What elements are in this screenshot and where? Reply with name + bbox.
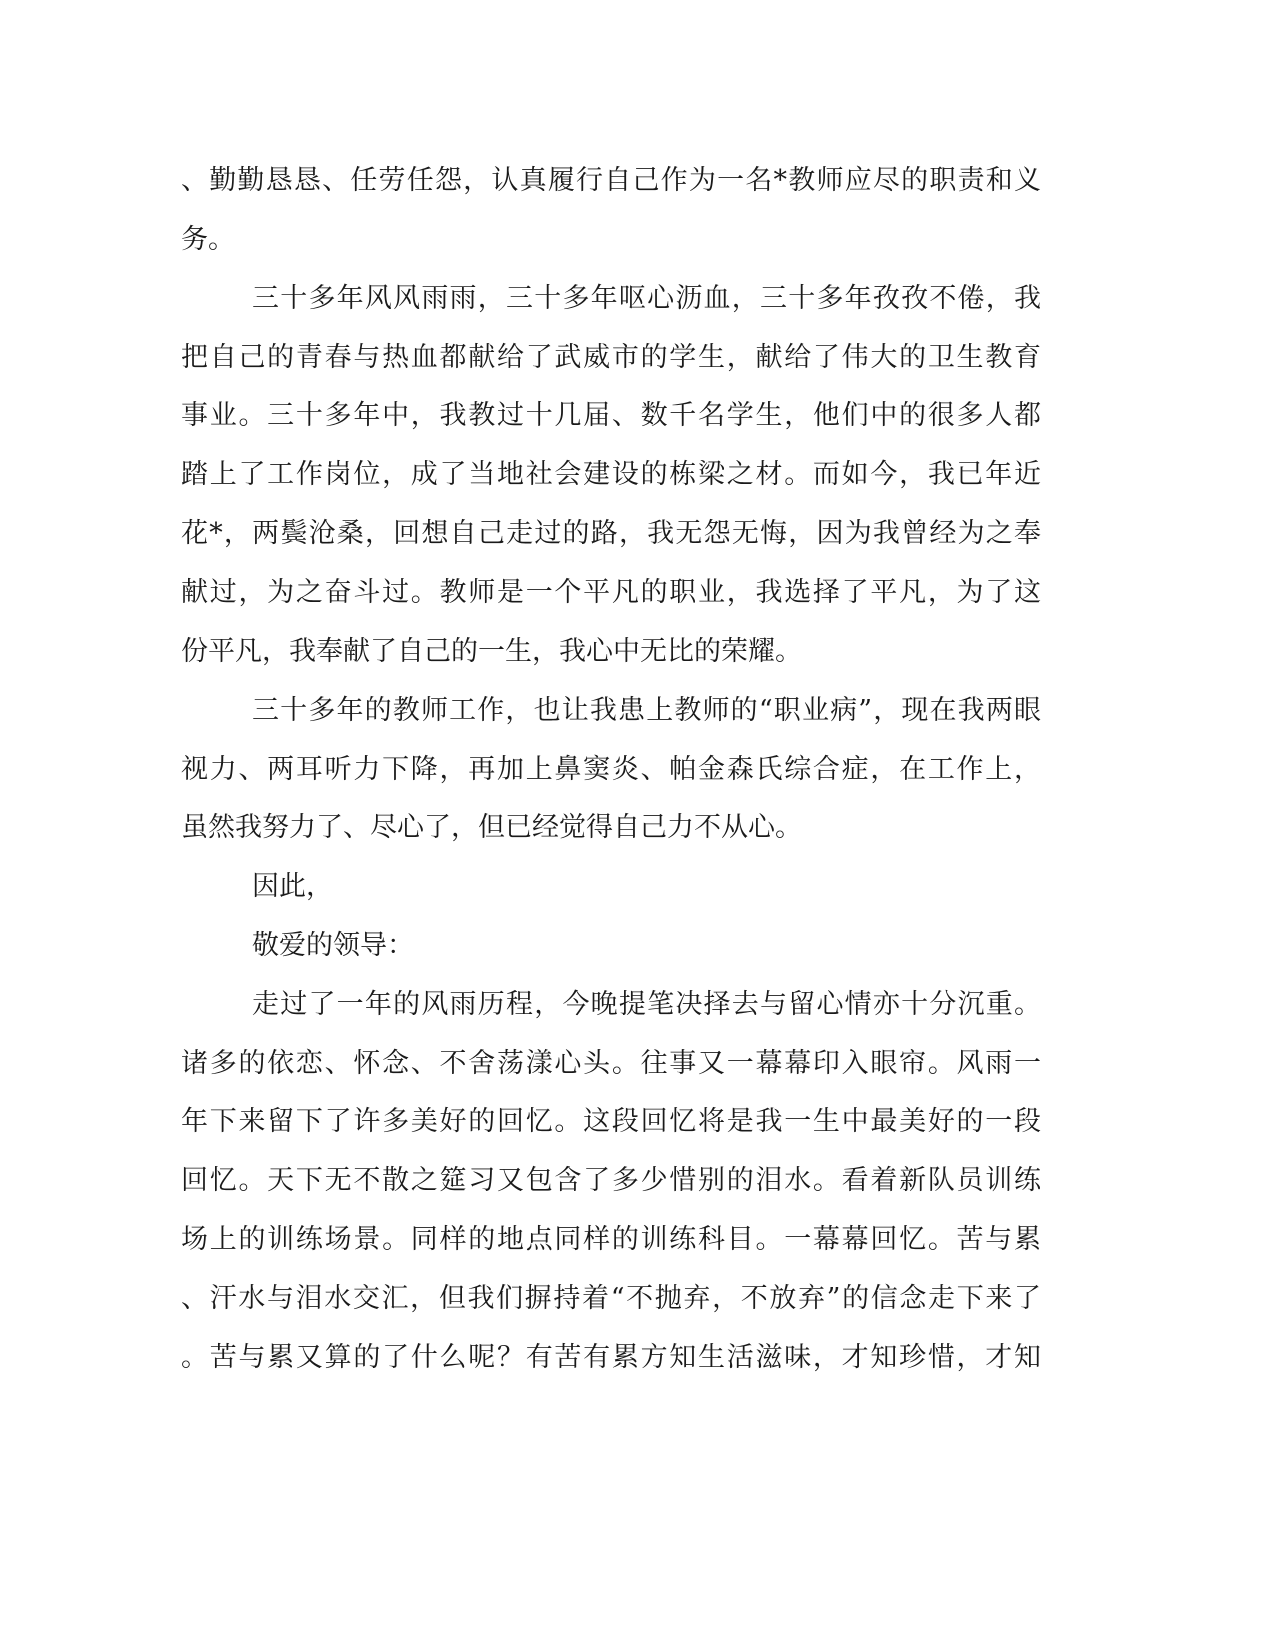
text-line: 份平凡，我奉献了自己的一生，我心中无比的荣耀。 [181, 636, 802, 667]
text-line: 视力、两耳听力下降，再加上鼻窦炎、帕金森氏综合症，在工作上， [181, 754, 1041, 785]
text-line: 把自己的青春与热血都献给了武威市的学生，献给了伟大的卫生教育 [181, 342, 1041, 373]
text-line: 虽然我努力了、尽心了，但已经觉得自己力不从心。 [181, 812, 802, 843]
text-line: 献过，为之奋斗过。教师是一个平凡的职业，我选择了平凡，为了这 [181, 577, 1041, 608]
text-line: 诸多的依恋、怀念、不舍荡漾心头。往事又一幕幕印入眼帘。风雨一 [181, 1048, 1041, 1079]
text-line: 回忆。天下无不散之筵习又包含了多少惜别的泪水。看着新队员训练 [181, 1165, 1041, 1196]
text-line: 。苦与累又算的了什么呢？有苦有累方知生活滋味，才知珍惜，才知 [181, 1342, 1041, 1373]
text-line: 、汗水与泪水交汇，但我们摒持着“不抛弃，不放弃”的信念走下来了 [181, 1283, 1041, 1314]
text-line: 、勤勤恳恳、任劳任怨，认真履行自己作为一名*教师应尽的职责和义 [181, 165, 1041, 196]
paragraph-first-line: 走过了一年的风雨历程，今晚提笔决择去与留心情亦十分沉重。 [252, 989, 1041, 1020]
paragraph-first-line: 三十多年风风雨雨，三十多年呕心沥血，三十多年孜孜不倦，我 [252, 283, 1041, 314]
salutation-line: 敬爱的领导： [252, 930, 414, 961]
paragraph-line: 因此， [252, 871, 333, 902]
text-line: 年下来留下了许多美好的回忆。这段回忆将是我一生中最美好的一段 [181, 1106, 1041, 1137]
text-line: 花*，两鬓沧桑，回想自己走过的路，我无怨无悔，因为我曾经为之奉 [181, 518, 1041, 549]
paragraph-first-line: 三十多年的教师工作，也让我患上教师的“职业病”，现在我两眼 [252, 695, 1041, 726]
text-line: 务。 [181, 224, 235, 255]
text-line: 事业。三十多年中，我教过十几届、数千名学生，他们中的很多人都 [181, 400, 1041, 431]
text-line: 场上的训练场景。同样的地点同样的训练科目。一幕幕回忆。苦与累 [181, 1224, 1041, 1255]
text-line: 踏上了工作岗位，成了当地社会建设的栋梁之材。而如今，我已年近 [181, 459, 1041, 490]
